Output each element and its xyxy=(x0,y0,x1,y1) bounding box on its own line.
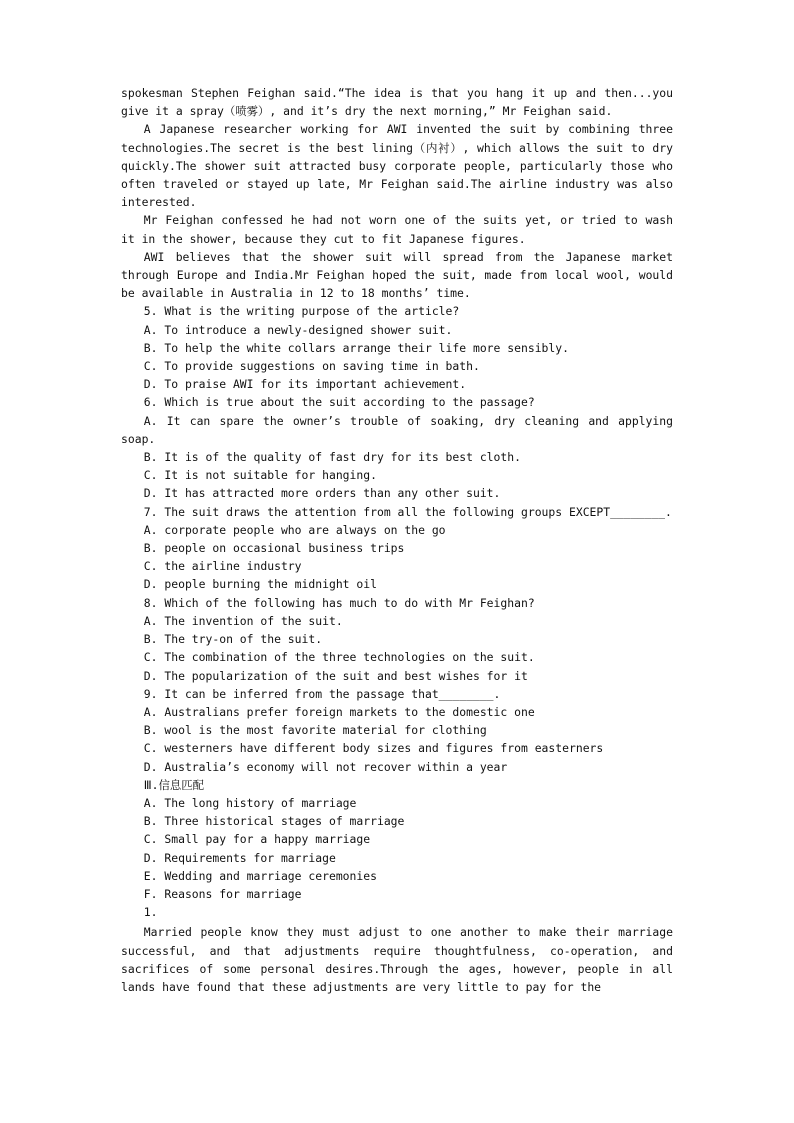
heading-option-e: E. Wedding and marriage ceremonies xyxy=(143,868,377,883)
question-5-option-b: B. To help the white collars arrange their life more sensibly. xyxy=(143,340,569,355)
question-6-option-c: C. It is not suitable for hanging. xyxy=(143,468,377,483)
question-7-stem: 7. The suit draws the attention from all the following groups EXCEPT________. xyxy=(143,504,672,519)
passage-paragraph-3: Mr Feighan confessed he had not worn one of the suits yet, or tried to wash it in the shower, because they cut to fit Japanese figures. xyxy=(121,213,673,246)
question-5-option-c: C. To provide suggestions on saving time in bath. xyxy=(143,359,480,374)
question-5-option-a: A. To introduce a newly-designed shower suit. xyxy=(143,322,453,337)
question-6-option-a: A. It can spare the owner’s trouble of soaking, dry cleaning and applying soap. xyxy=(121,413,673,446)
question-8-option-d: D. The popularization of the suit and best wishes for it xyxy=(143,668,528,683)
heading-option-d: D. Requirements for marriage xyxy=(143,850,336,865)
passage-paragraph-1: spokesman Stephen Feighan said.“The idea is that you hang it up and then...you give it a spray（喷雾）, and it’s dry the next morning,” Mr Feighan said. xyxy=(121,86,673,119)
matching-paragraph: Married people know they must adjust to one another to make their marriage successful, and that adjustments require thoughtfulness, co-operation, and sacrifices of some personal desires.Through the ages, however, people in all lands have found that these adjustments are very little to pay for the xyxy=(121,925,673,994)
question-9-option-d: D. Australia’s economy will not recover within a year xyxy=(143,759,508,774)
question-7-option-c: C. the airline industry xyxy=(143,559,302,574)
heading-option-c: C. Small pay for a happy marriage xyxy=(143,832,371,847)
question-9-option-b: B. wool is the most favorite material for clothing xyxy=(143,723,487,738)
question-5-option-d: D. To praise AWI for its important achievement. xyxy=(143,377,467,392)
question-8-option-b: B. The try-on of the suit. xyxy=(143,632,323,647)
question-9-option-a: A. Australians prefer foreign markets to the domestic one xyxy=(143,704,535,719)
heading-option-b: B. Three historical stages of marriage xyxy=(143,814,405,829)
question-6-option-d: D. It has attracted more orders than any other suit. xyxy=(143,486,501,501)
question-7-option-d: D. people burning the midnight oil xyxy=(143,577,377,592)
heading-option-a: A. The long history of marriage xyxy=(143,795,357,810)
item-number: 1. xyxy=(143,905,158,920)
question-6-option-b: B. It is of the quality of fast dry for its best cloth. xyxy=(143,450,521,465)
question-8-option-a: A. The invention of the suit. xyxy=(143,613,343,628)
section-heading: Ⅲ.信息匹配 xyxy=(143,777,205,792)
question-9-stem: 9. It can be inferred from the passage that________. xyxy=(143,686,501,701)
question-5-stem: 5. What is the writing purpose of the article? xyxy=(143,304,460,319)
question-9-option-c: C. westerners have different body sizes and figures from easterners xyxy=(143,741,604,756)
question-7-option-a: A. corporate people who are always on the go xyxy=(143,522,446,537)
passage-paragraph-2: A Japanese researcher working for AWI invented the suit by combining three technologies.The secret is the best lining（内衬）, which allows the suit to dry quickly.The shower suit attracted busy corporate people, particularly those who often traveled or stayed up late, Mr Feighan said.The airline industry was also interested. xyxy=(121,122,673,210)
question-7-option-b: B. people on occasional business trips xyxy=(143,541,405,556)
passage-paragraph-4: AWI believes that the shower suit will spread from the Japanese market through Europe and India.Mr Feighan hoped the suit, made from local wool, would be available in Australia in 12 to 18 months’ time. xyxy=(121,249,673,301)
page-content xyxy=(121,84,673,996)
question-8-stem: 8. Which of the following has much to do with Mr Feighan? xyxy=(143,595,535,610)
question-6-stem: 6. Which is true about the suit according to the passage? xyxy=(143,395,535,410)
heading-option-f: F. Reasons for marriage xyxy=(143,886,302,901)
question-8-option-c: C. The combination of the three technologies on the suit. xyxy=(143,650,535,665)
